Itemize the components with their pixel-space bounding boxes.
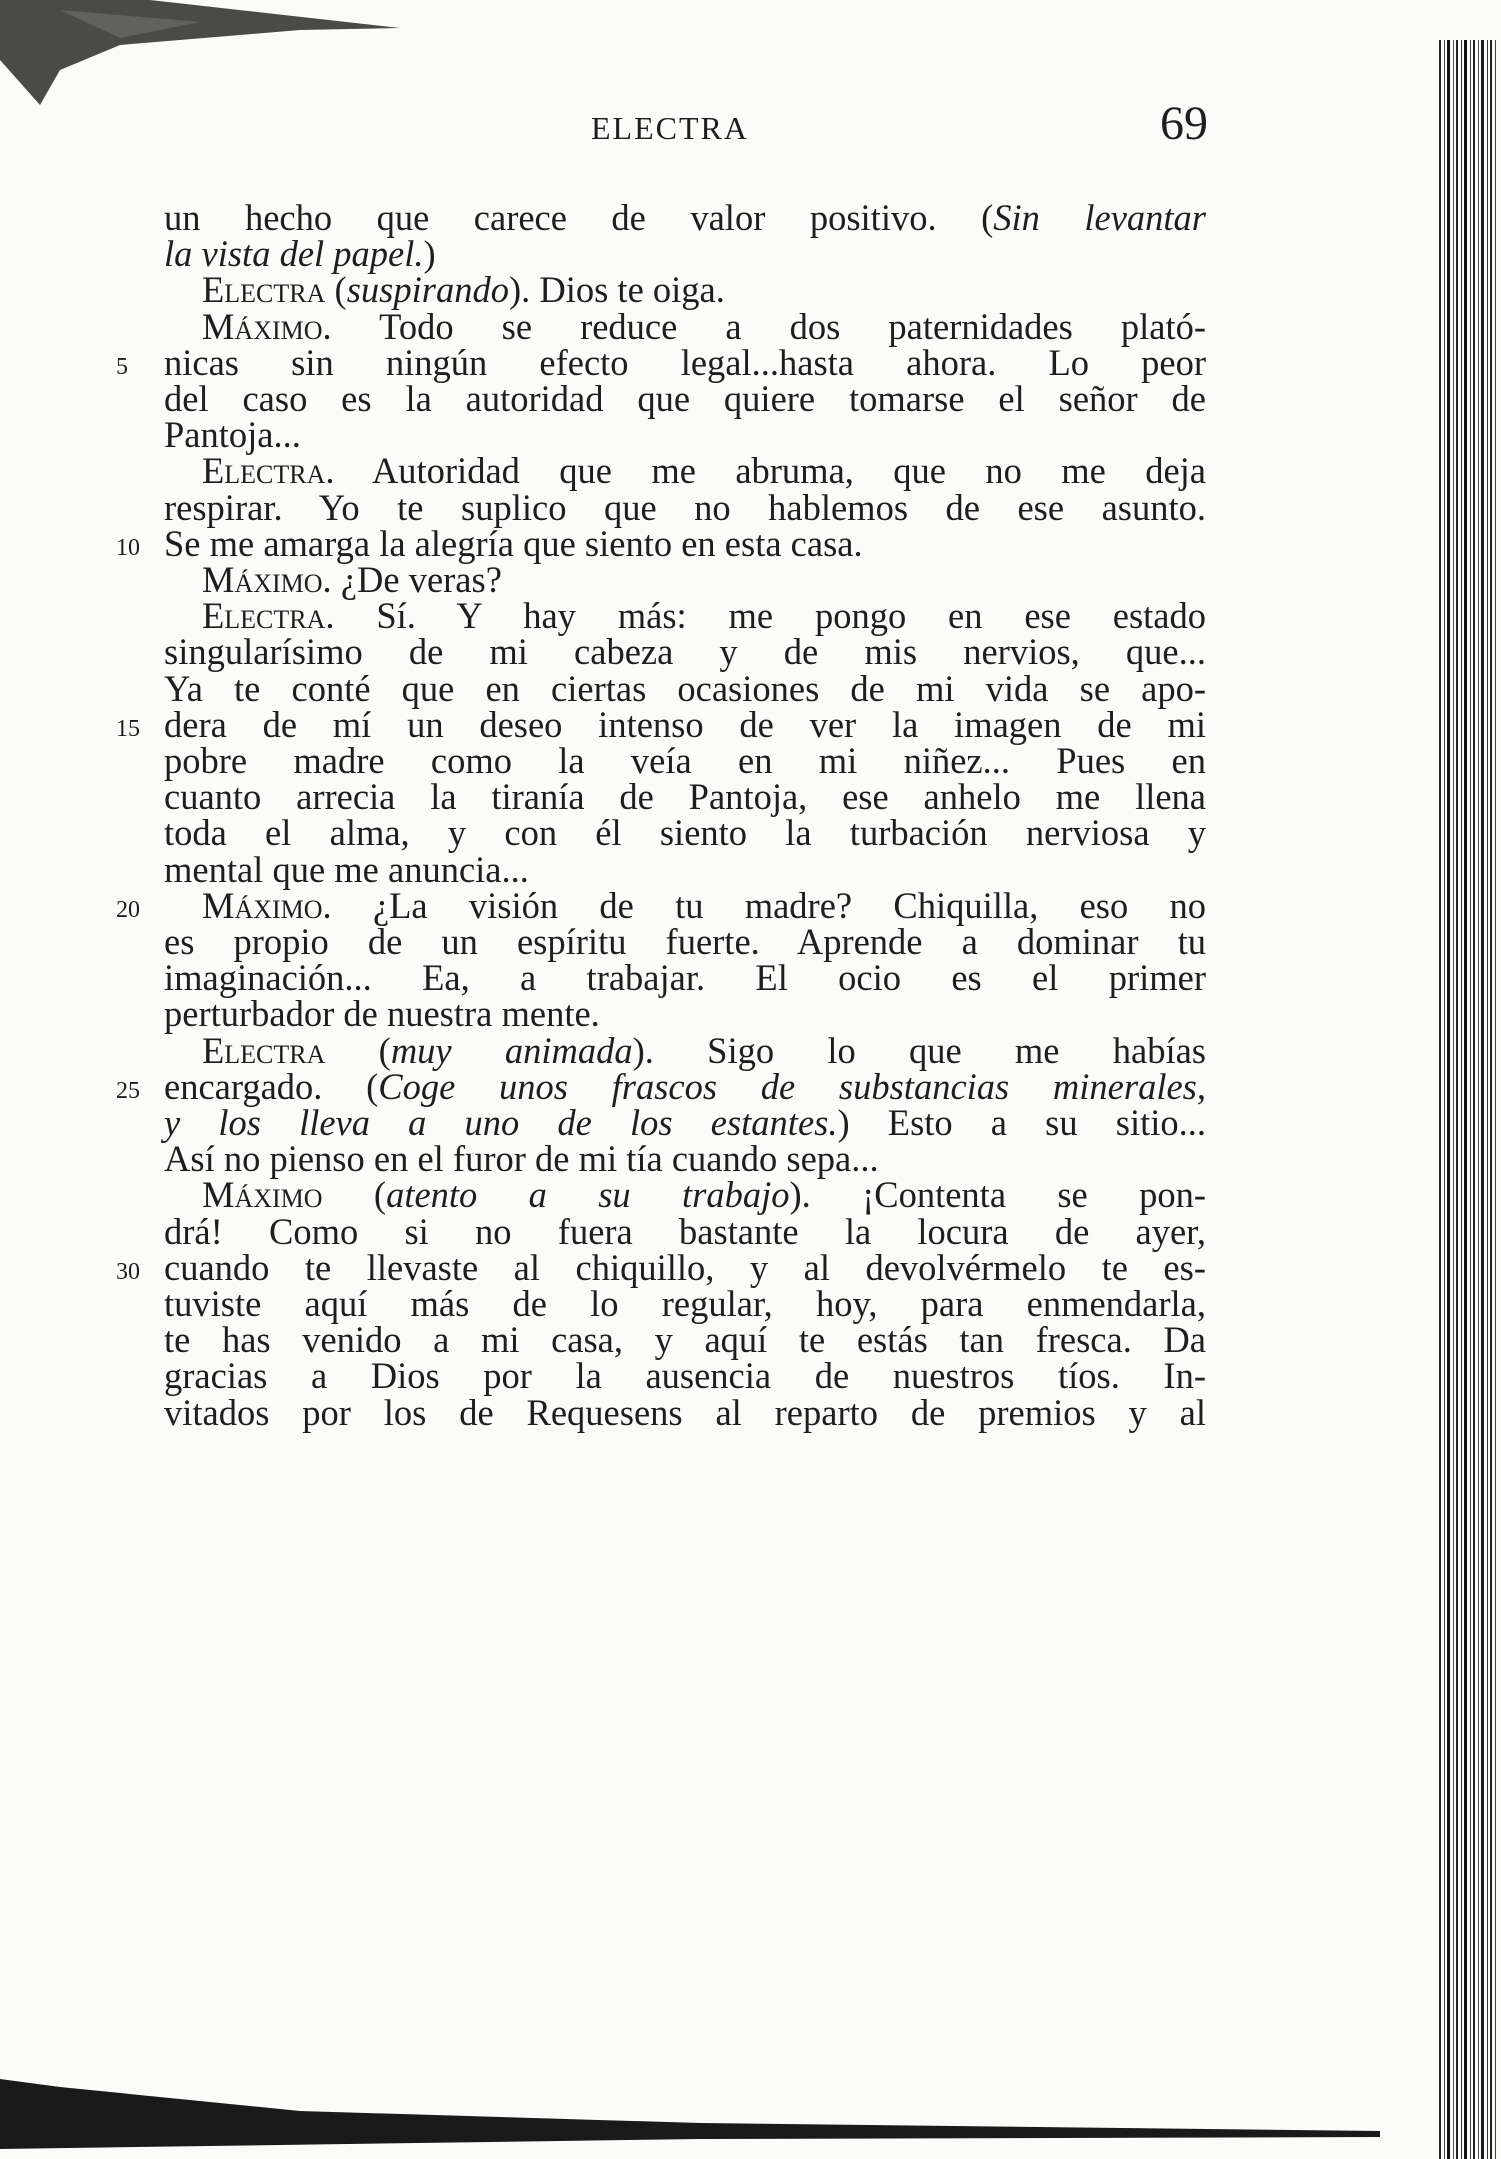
text-run: del caso es la autoridad que quiere tomarse el señor de xyxy=(164,378,1206,419)
speaker-name: Máximo. xyxy=(202,559,332,600)
speaker-name: Electra xyxy=(202,1029,326,1071)
stage-direction: suspirando xyxy=(346,269,509,311)
text-run: ) Esto a su sitio... xyxy=(837,1102,1206,1143)
text-run: ( xyxy=(322,1174,387,1216)
text-run: cuando te llevaste al chiquillo, y al devolvérmelo te es- xyxy=(164,1246,1206,1288)
text-run: gracias a Dios por la ausencia de nuestros tíos. In- xyxy=(164,1355,1206,1397)
page-edge-stripes xyxy=(1435,40,1501,2159)
line-number: 10 xyxy=(116,534,140,561)
scan-corner-mark xyxy=(0,0,400,110)
text-run: es propio de un espíritu fuerte. Aprende a dominar tu xyxy=(164,921,1206,962)
text-run: perturbador de nuestra mente. xyxy=(164,993,600,1035)
text-run: imaginación... Ea, a trabajar. El ocio es el primer xyxy=(164,957,1206,999)
speaker-name: Máximo. xyxy=(202,884,332,926)
stage-direction: atento a su trabajo xyxy=(386,1174,790,1216)
line-number: 30 xyxy=(116,1258,140,1285)
text-run: Todo se reduce a dos paternidades plató- xyxy=(331,305,1206,347)
text-run: cuanto arrecia la tiranía de Pantoja, ese anhelo me llena xyxy=(164,776,1206,818)
text-run: dera de mí un deseo intenso de ver la imagen de mi xyxy=(164,703,1206,745)
speaker-name: Electra. xyxy=(202,450,335,492)
text-run: tuviste aquí más de lo regular, hoy, para enmendarla, xyxy=(164,1283,1206,1324)
line-number: 5 xyxy=(116,353,128,380)
text-run: ( xyxy=(325,269,347,311)
page-number: 69 xyxy=(1160,97,1208,150)
text-run: ). Sigo lo que me habías xyxy=(632,1029,1207,1071)
text-run: pobre madre como la veía en mi niñez... Pues en xyxy=(164,740,1206,781)
text-run: ). ¡Contenta se pon- xyxy=(789,1174,1206,1216)
stage-direction: la vista del papel. xyxy=(164,233,424,275)
text-run: Así no pienso en el furor de mi tía cuando sepa... xyxy=(164,1138,879,1180)
running-title: ELECTRA xyxy=(591,110,749,146)
text-line xyxy=(164,1388,1206,1438)
speaker-name: Electra. xyxy=(202,595,335,637)
stage-direction: muy animada xyxy=(390,1029,633,1071)
text-run: vitados por los de Requesens al reparto de premios y al xyxy=(164,1391,1206,1433)
stage-direction: y los lleva a uno de los estantes. xyxy=(164,1102,838,1143)
text-run: Se me amarga la alegría que siento en esta casa. xyxy=(164,522,863,564)
text-run: Pantoja... xyxy=(164,414,301,456)
text-run: mental que me anuncia... xyxy=(164,848,529,890)
text-run: un hecho que carece de valor positivo. ( xyxy=(164,197,994,238)
text-run: respirar. Yo te suplico que no hablemos de ese asunto. xyxy=(164,486,1206,528)
text-run: ¿La visión de tu madre? Chiquilla, eso no xyxy=(331,884,1206,926)
speaker-name: Máximo xyxy=(202,1174,323,1216)
text-run: te has venido a mi casa, y aquí te estás tan fresca. Da xyxy=(164,1319,1206,1361)
line-number: 25 xyxy=(116,1077,140,1104)
stage-direction: Coge unos frascos de substancias minerales, xyxy=(378,1065,1207,1107)
text-run: ) xyxy=(423,233,436,275)
text-run: singularísimo de mi cabeza y de mis nervios, que... xyxy=(164,631,1206,673)
text-run: ¿De veras? xyxy=(331,559,502,600)
stage-direction: Sin levantar xyxy=(993,197,1206,238)
text-run: drá! Como si no fuera bastante la locura de ayer, xyxy=(164,1210,1206,1252)
speaker-name: Máximo. xyxy=(202,305,332,347)
line-number: 20 xyxy=(116,896,140,923)
text-run: encargado. ( xyxy=(164,1065,379,1107)
text-run: nicas sin ningún efecto legal...hasta ahora. Lo peor xyxy=(164,341,1206,383)
speaker-name: Electra xyxy=(202,269,326,311)
text-run: ). Dios te oiga. xyxy=(508,269,725,311)
scan-bottom-edge xyxy=(0,2079,1501,2159)
line-number: 15 xyxy=(116,715,140,742)
text-run: Autoridad que me abruma, que no me deja xyxy=(334,450,1206,492)
text-run: ( xyxy=(325,1029,391,1071)
text-run: Sí. Y hay más: me pongo en ese estado xyxy=(334,595,1206,637)
text-run: Ya te conté que en ciertas ocasiones de mi vida se apo- xyxy=(164,667,1206,709)
text-run: toda el alma, y con él siento la turbación nerviosa y xyxy=(164,812,1206,854)
